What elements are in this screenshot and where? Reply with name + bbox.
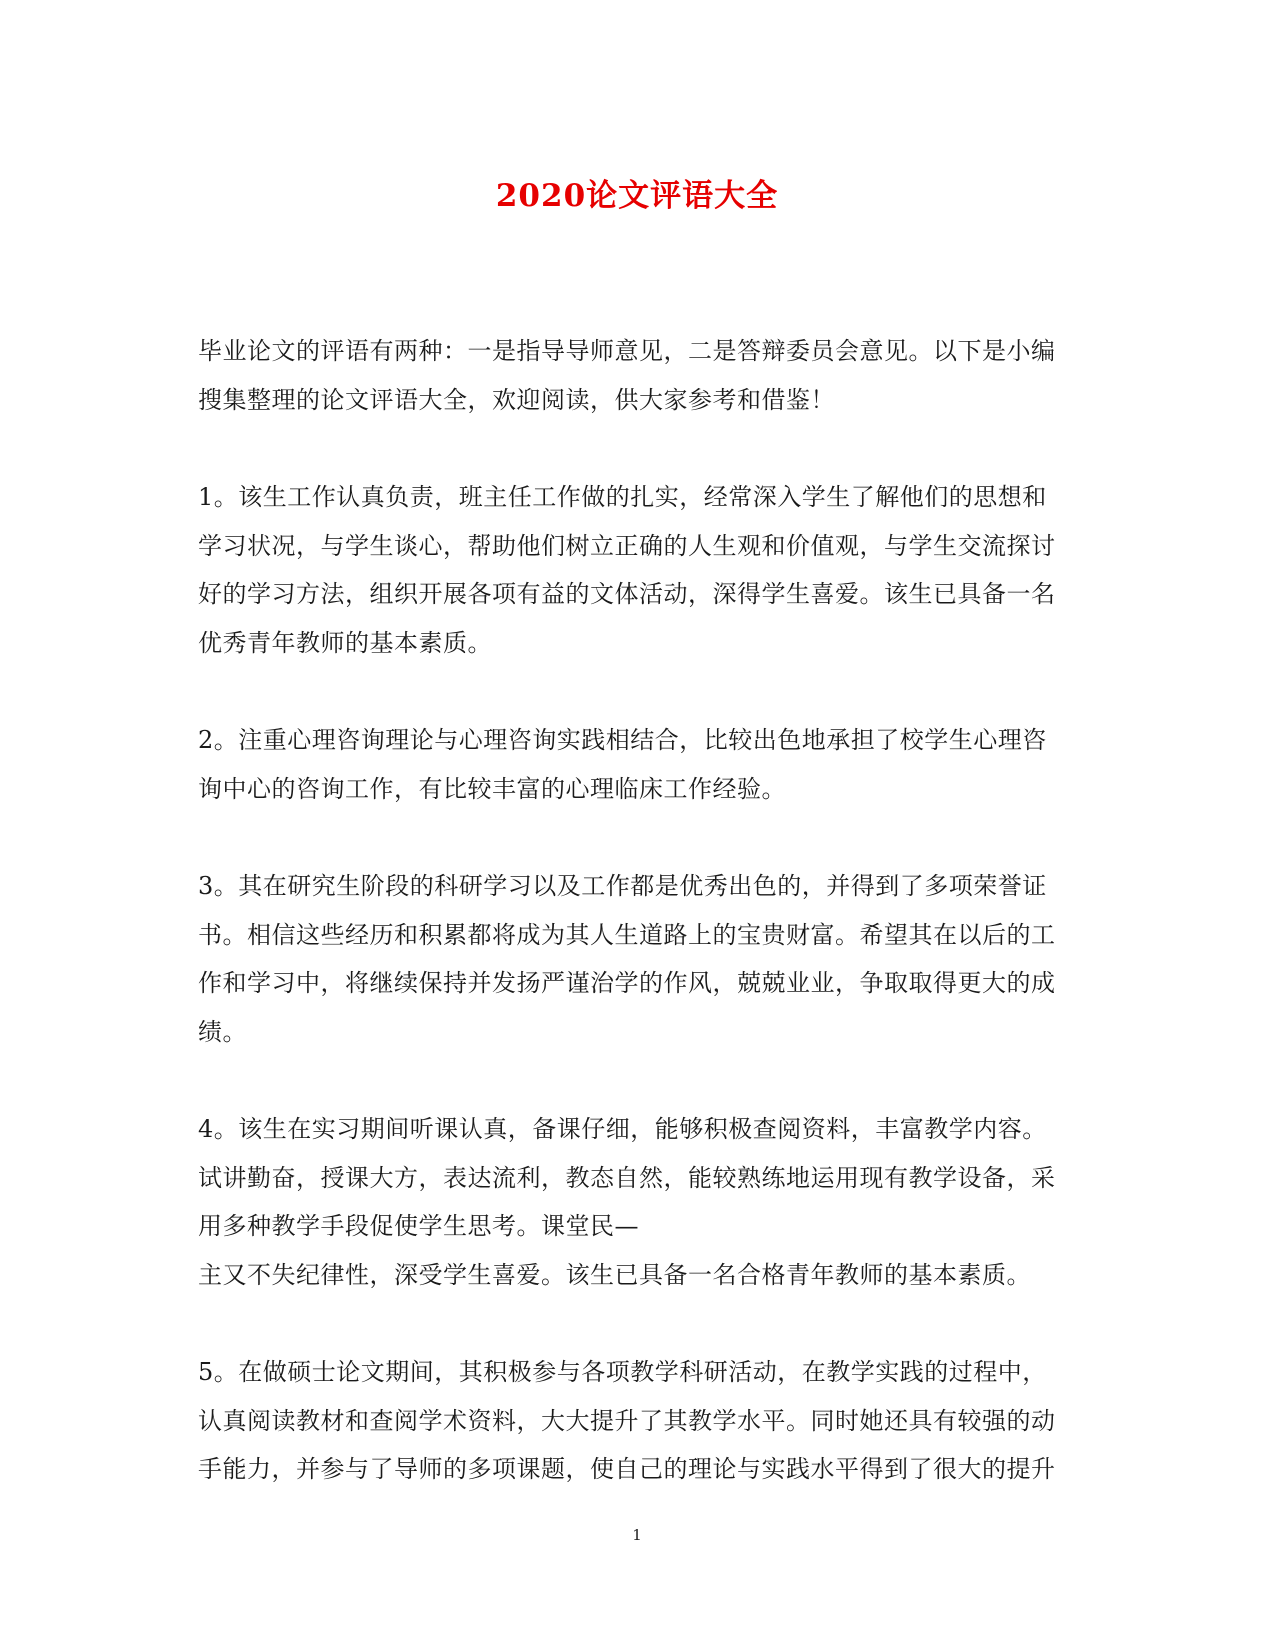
page-number: 1 [632, 1526, 642, 1544]
paragraph-line: 1。该生工作认真负责，班主任工作做的扎实，经常深入学生了解他们的思想和 [198, 483, 1047, 511]
paragraph-line: 学习状况，与学生谈心，帮助他们树立正确的人生观和价值观，与学生交流探讨 [198, 531, 1056, 560]
paragraph-line: 试讲勤奋，授课大方，表达流利，教态自然，能较熟练地运用现有教学设备，采 [198, 1163, 1056, 1192]
paragraph-line: 手能力，并参与了导师的多项课题，使自己的理论与实践水平得到了很大的提升 [198, 1455, 1056, 1483]
comment-item-4 [198, 1105, 1072, 1299]
comment-item-1 [198, 473, 1072, 667]
paragraph-line: 4。该生在实习期间听课认真，备课仔细，能够积极查阅资料，丰富教学内容。 [198, 1115, 1047, 1143]
paragraph-line: 作和学习中，将继续保持并发扬严谨治学的作风，兢兢业业，争取取得更大的成 [198, 969, 1056, 997]
paragraph-line: 用多种教学手段促使学生思考。课堂民— [198, 1212, 639, 1240]
comment-item-5 [198, 1348, 1072, 1494]
document-title: 2020论文评语大全 [495, 178, 779, 214]
comment-item-3 [198, 862, 1072, 1056]
paragraph-line: 询中心的咨询工作，有比较丰富的心理临床工作经验。 [198, 774, 786, 803]
paragraph-line: 优秀青年教师的基本素质。 [198, 628, 492, 657]
paragraph-line: 认真阅读教材和查阅学术资料，大大提升了其教学水平。同时她还具有较强的动 [198, 1406, 1056, 1435]
paragraph-line: 好的学习方法，组织开展各项有益的文体活动，深得学生喜爱。该生已具备一名 [198, 580, 1056, 608]
paragraph-line: 3。其在研究生阶段的科研学习以及工作都是优秀出色的，并得到了多项荣誉证 [198, 872, 1047, 900]
document-body [198, 327, 1072, 1543]
paragraph-line: 书。相信这些经历和积累都将成为其人生道路上的宝贵财富。希望其在以后的工 [198, 920, 1056, 949]
paragraph-line: 2。注重心理咨询理论与心理咨询实践相结合，比较出色地承担了校学生心理咨 [198, 726, 1047, 754]
intro-paragraph [198, 327, 1072, 424]
paragraph-line: 5。在做硕士论文期间，其积极参与各项教学科研活动，在教学实践的过程中， [198, 1358, 1047, 1386]
comment-item-2 [198, 716, 1072, 813]
paragraph-line: 毕业论文的评语有两种：一是指导导师意见，二是答辩委员会意见。以下是小编 [198, 337, 1056, 365]
paragraph-line: 主又不失纪律性，深受学生喜爱。该生已具备一名合格青年教师的基本素质。 [198, 1260, 1031, 1289]
paragraph-line: 绩。 [198, 1017, 247, 1046]
paragraph-line: 搜集整理的论文评语大全，欢迎阅读，供大家参考和借鉴！ [198, 385, 835, 414]
